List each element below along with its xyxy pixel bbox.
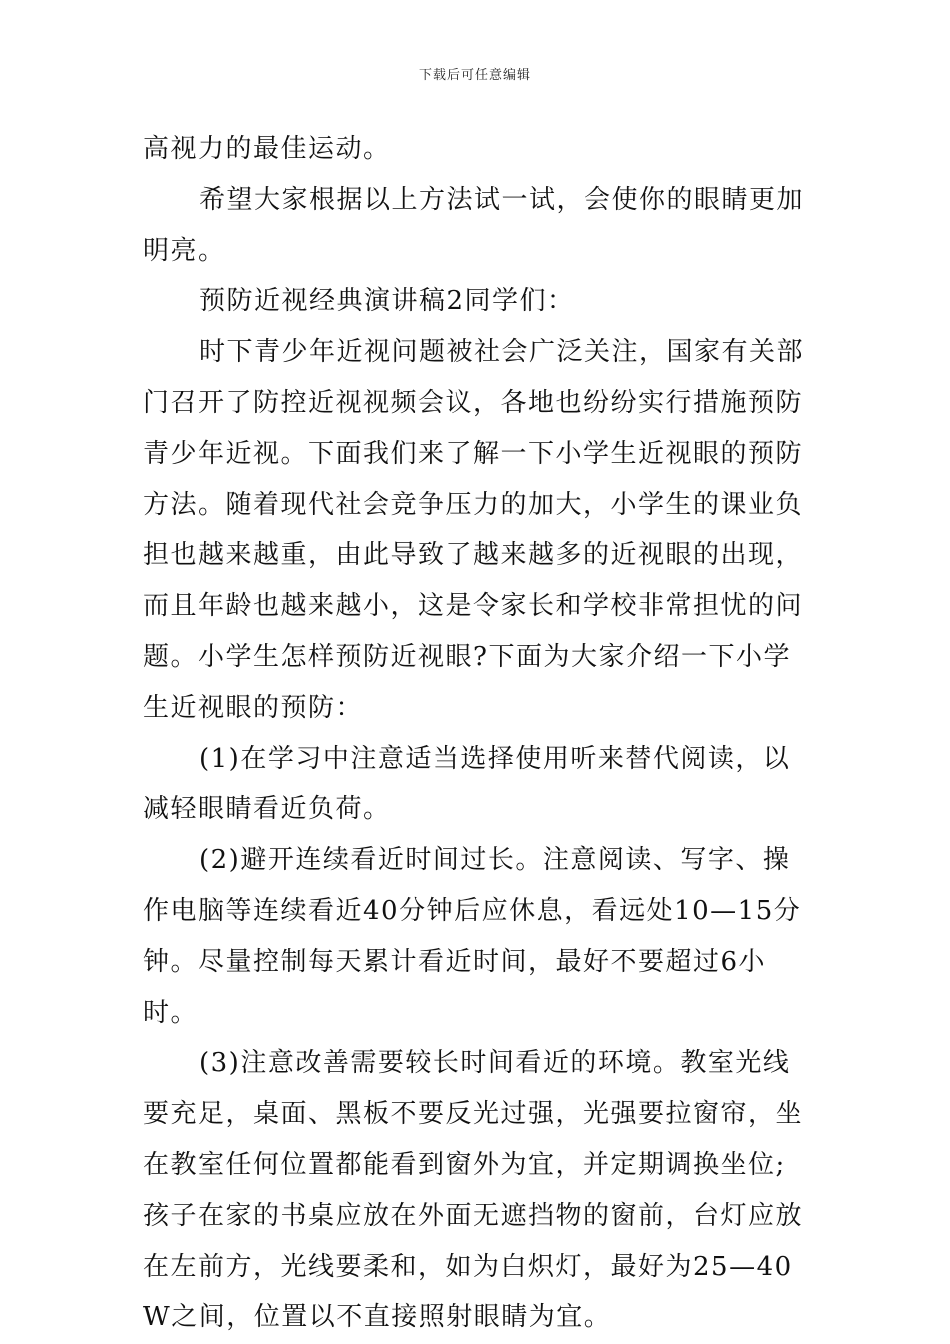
document-body [143,124,811,1343]
paragraph-7: (3)注意改善需要较长时间看近的环境。教室光线要充足，桌面、黑板不要反光过强，光强要拉窗帘，坐在教室任何位置都能看到窗外为宜，并定期调换坐位;孩子在家的书桌应放在外面无遮挡物的窗前，台灯应放在左前方，光线要柔和，如为白炽灯，最好为25—40W之间，位置以不直接照射眼睛为宜。 [143,1048,804,1333]
paragraph-5: (1)在学习中注意适当选择使用听来替代阅读，以减轻眼睛看近负荷。 [143,743,791,825]
paragraph-6: (2)避开连续看近时间过长。注意阅读、写字、操作电脑等连续看近40分钟后应休息，看远处10—15分钟。尽量控制每天累计看近时间，最好不要超过6小时。 [143,845,802,1028]
paragraph-2: 希望大家根据以上方法试一试，会使你的眼睛更加明亮。 [143,184,805,266]
paragraph-4: 时下青少年近视问题被社会广泛关注，国家有关部门召开了防控近视视频会议，各地也纷纷实行措施预防青少年近视。下面我们来了解一下小学生近视眼的预防方法。随着现代社会竞争压力的加大，小学生的课业负担也越来越重，由此导致了越来越多的近视眼的出现，而且年龄也越来越小，这是令家长和学校非常担忧的问题。小学生怎样预防近视眼?下面为大家介绍一下小学生近视眼的预防： [143,337,805,723]
paragraph-3: 预防近视经典演讲稿2同学们： [199,286,575,317]
page-header: 下载后可任意编辑 [418,68,531,83]
paragraph-1: 高视力的最佳运动。 [143,134,391,164]
